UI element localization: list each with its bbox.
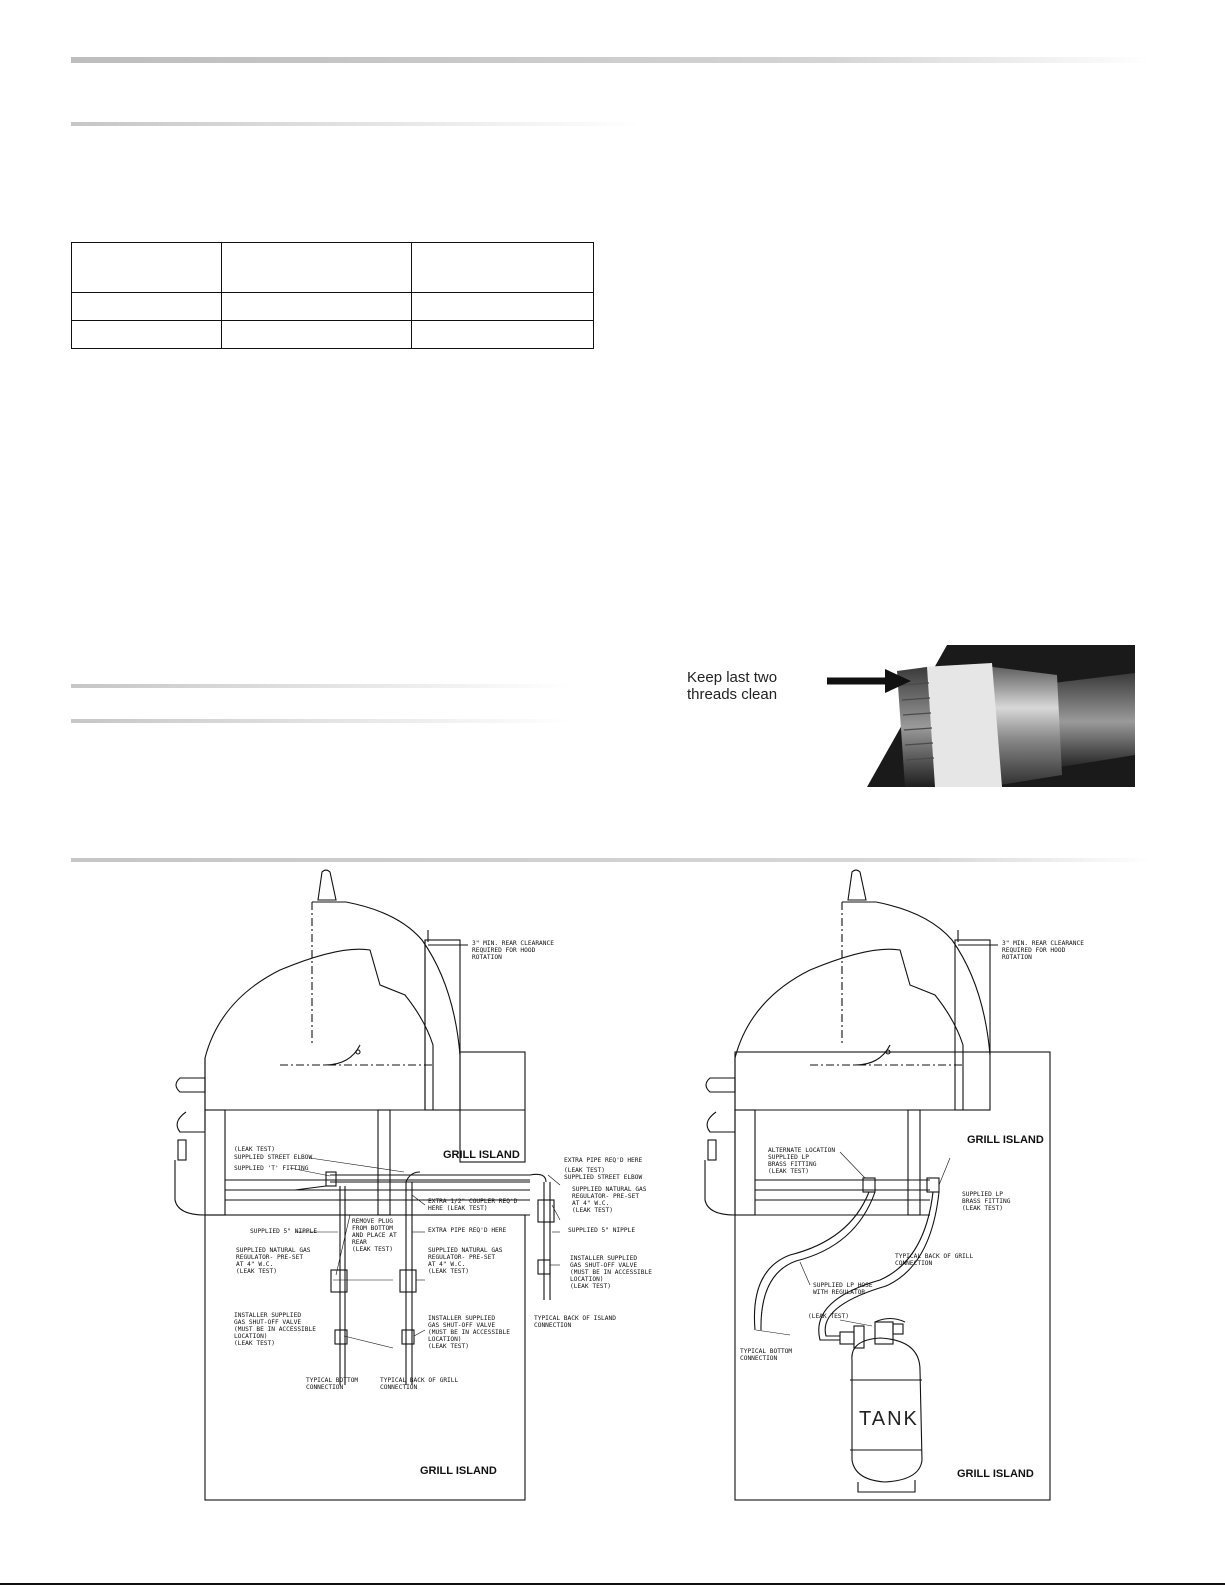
label-t-fitting: SUPPLIED 'T' FITTING [234,1165,309,1172]
label-back-of-grill: CONNECTION [895,1260,933,1267]
label-regulator: (LEAK TEST) [572,1207,613,1214]
section-divider [71,684,571,688]
label-regulator: AT 4" W.C. [572,1200,610,1207]
left-grill-drawing [175,870,554,1500]
label-shutoff-valve: (MUST BE IN ACCESSIBLE [234,1326,316,1333]
label-regulator: SUPPLIED NATURAL GAS [428,1247,503,1254]
label-leak-test: (LEAK TEST) [808,1313,849,1320]
left-diagram-labels [234,940,652,1477]
label-regulator: (LEAK TEST) [236,1268,277,1275]
table-cell [222,243,412,293]
label-shutoff-valve: (LEAK TEST) [570,1283,611,1290]
label-alternate-location: ALTERNATE LOCATION [768,1147,836,1154]
label-lp-fitting: (LEAK TEST) [962,1205,1003,1212]
table-cell [412,293,594,321]
table-header-row [72,243,594,293]
grill-island-label: GRILL ISLAND [967,1134,1044,1146]
label-clearance: REQUIRED FOR HOOD [472,947,536,954]
header-rule [71,57,1151,63]
label-alternate-location: (LEAK TEST) [768,1168,809,1175]
section-divider [71,122,641,126]
table-cell [412,321,594,349]
gas-connection-diagram [150,860,1150,1510]
table-cell [412,243,594,293]
label-bottom-connection: TYPICAL BOTTOM [306,1377,359,1384]
label-extra-pipe: EXTRA PIPE REQ'D HERE [428,1227,507,1234]
grill-island-label: GRILL ISLAND [443,1149,520,1161]
label-nipple: SUPPLIED 5" NIPPLE [250,1228,318,1235]
label-clearance: ROTATION [1002,954,1032,961]
label-shutoff-valve: LOCATION) [428,1336,462,1343]
label-remove-plug: AND PLACE AT [352,1232,397,1239]
label-clearance: REQUIRED FOR HOOD [1002,947,1066,954]
label-clearance: 3" MIN. REAR CLEARANCE [472,940,554,947]
label-alternate-location: BRASS FITTING [768,1161,817,1168]
label-shutoff-valve: (MUST BE IN ACCESSIBLE [570,1269,652,1276]
section-divider [71,719,571,723]
label-leak-test: (LEAK TEST) [234,1146,275,1153]
label-remove-plug: (LEAK TEST) [352,1246,393,1253]
label-shutoff-valve: (LEAK TEST) [428,1343,469,1350]
label-shutoff-valve: INSTALLER SUPPLIED [570,1255,638,1262]
label-bottom-connection: CONNECTION [740,1355,778,1362]
label-bottom-connection: CONNECTION [306,1384,344,1391]
label-back-of-grill: TYPICAL BACK OF GRILL [380,1377,459,1384]
table-row [72,321,594,349]
caption-line: threads clean [687,686,778,703]
label-remove-plug: REAR [352,1239,367,1246]
label-regulator: (LEAK TEST) [428,1268,469,1275]
tank-label: TANK [859,1408,919,1430]
caption-line: Keep last two [687,669,778,686]
label-lp-hose: SUPPLIED LP HOSE [813,1282,873,1289]
spec-table [71,242,594,349]
label-alternate-location: SUPPLIED LP [768,1154,809,1161]
table-cell [72,293,222,321]
photo-caption [687,669,777,703]
label-shutoff-valve: LOCATION) [234,1333,268,1340]
label-back-of-island: CONNECTION [534,1322,572,1329]
label-shutoff-valve: GAS SHUT-OFF VALVE [234,1319,302,1326]
label-lp-fitting: SUPPLIED LP [962,1191,1003,1198]
table-cell [222,293,412,321]
label-coupler: EXTRA 1/2" COUPLER REQ'D [428,1198,518,1205]
grill-island-label: GRILL ISLAND [957,1468,1034,1480]
label-nipple: SUPPLIED 5" NIPPLE [568,1227,636,1234]
label-clearance: ROTATION [472,954,502,961]
table-row [72,293,594,321]
label-back-of-island: TYPICAL BACK OF ISLAND [534,1315,616,1322]
label-back-of-grill: TYPICAL BACK OF GRILL [895,1253,974,1260]
label-lp-hose: WITH REGULATOR [813,1289,866,1296]
table-cell [72,321,222,349]
label-regulator: SUPPLIED NATURAL GAS [236,1247,311,1254]
label-shutoff-valve: (LEAK TEST) [234,1340,275,1347]
grill-island-label: GRILL ISLAND [420,1465,497,1477]
label-shutoff-valve: INSTALLER SUPPLIED [234,1312,302,1319]
label-street-elbow: SUPPLIED STREET ELBOW [564,1174,643,1181]
label-remove-plug: FROM BOTTOM [352,1225,393,1232]
label-regulator: REGULATOR- PRE-SET [236,1254,304,1261]
label-street-elbow: SUPPLIED STREET ELBOW [234,1154,313,1161]
label-shutoff-valve: LOCATION) [570,1276,604,1283]
label-leak-test: (LEAK TEST) [564,1167,605,1174]
label-bottom-connection: TYPICAL BOTTOM [740,1348,793,1355]
label-regulator: AT 4" W.C. [428,1261,466,1268]
label-regulator: REGULATOR- PRE-SET [572,1193,640,1200]
right-grill-drawing [705,870,1050,1500]
label-remove-plug: REMOVE PLUG [352,1218,393,1225]
label-clearance: 3" MIN. REAR CLEARANCE [1002,940,1084,947]
label-lp-fitting: BRASS FITTING [962,1198,1011,1205]
label-shutoff-valve: INSTALLER SUPPLIED [428,1315,496,1322]
label-shutoff-valve: GAS SHUT-OFF VALVE [570,1262,638,1269]
label-coupler: HERE (LEAK TEST) [428,1205,488,1212]
label-back-of-grill: CONNECTION [380,1384,418,1391]
threaded-fitting-photo [827,645,1135,787]
label-regulator: SUPPLIED NATURAL GAS [572,1186,647,1193]
label-regulator: AT 4" W.C. [236,1261,274,1268]
label-shutoff-valve: (MUST BE IN ACCESSIBLE [428,1329,510,1336]
label-shutoff-valve: GAS SHUT-OFF VALVE [428,1322,496,1329]
table-cell [72,243,222,293]
right-diagram-labels [740,940,1084,1480]
label-regulator: REGULATOR- PRE-SET [428,1254,496,1261]
table-cell [222,321,412,349]
label-extra-pipe: EXTRA PIPE REQ'D HERE [564,1157,643,1164]
